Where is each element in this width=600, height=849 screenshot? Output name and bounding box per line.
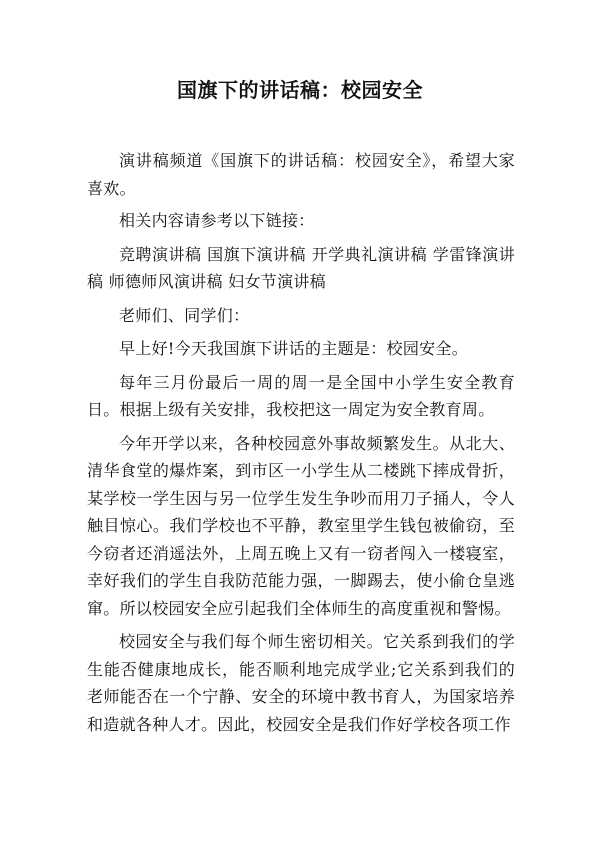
paragraph-safety-week: 每年三月份最后一周的周一是全国中小学生安全教育日。根据上级有关安排，我校把这一周定为安全教育周。 [87,372,515,419]
paragraph-intro: 演讲稿频道《国旗下的讲话稿：校园安全》，希望大家喜欢。 [87,151,515,198]
paragraph-importance: 校园安全与我们每个师生密切相关。它关系到我们的学生能否健康地成长，能否顺利地完成学业;它关系到我们的老师能否在一个宁静、安全的环境中教书育人，为国家培养和造就各种人才。因此，校园安全是我们作好学校各项工作 [87,632,515,734]
paragraph-incidents: 今年开学以来，各种校园意外事故频繁发生。从北大、清华食堂的爆炸案，到市区一小学生从二楼跳下摔成骨折，某学校一学生因与另一位学生发生争吵而用刀子捅人，令人触目惊心。我们学校也不平静，教室里学生钱包被偷窃，至今窃者还消遥法外，上周五晚上又有一窃者闯入一楼寝室，幸好我们的学生自我防范能力强，一脚踢去，使小偷仓皇逃窜。所以校园安全应引起我们全体师生的高度重视和警惕。 [87,433,515,618]
document-title: 国旗下的讲话稿：校园安全 [177,78,423,102]
paragraph-related-links: 竞聘演讲稿 国旗下演讲稿 开学典礼演讲稿 学雷锋演讲稿 师德师风演讲稿 妇女节演讲稿 [87,244,515,291]
paragraph-related-links-label: 相关内容请参考以下链接： [119,211,315,230]
paragraph-greeting: 老师们、同学们： [119,305,250,325]
document-body [87,147,515,744]
paragraph-topic: 早上好!今天我国旗下讲话的主题是：校园安全。 [119,339,469,358]
